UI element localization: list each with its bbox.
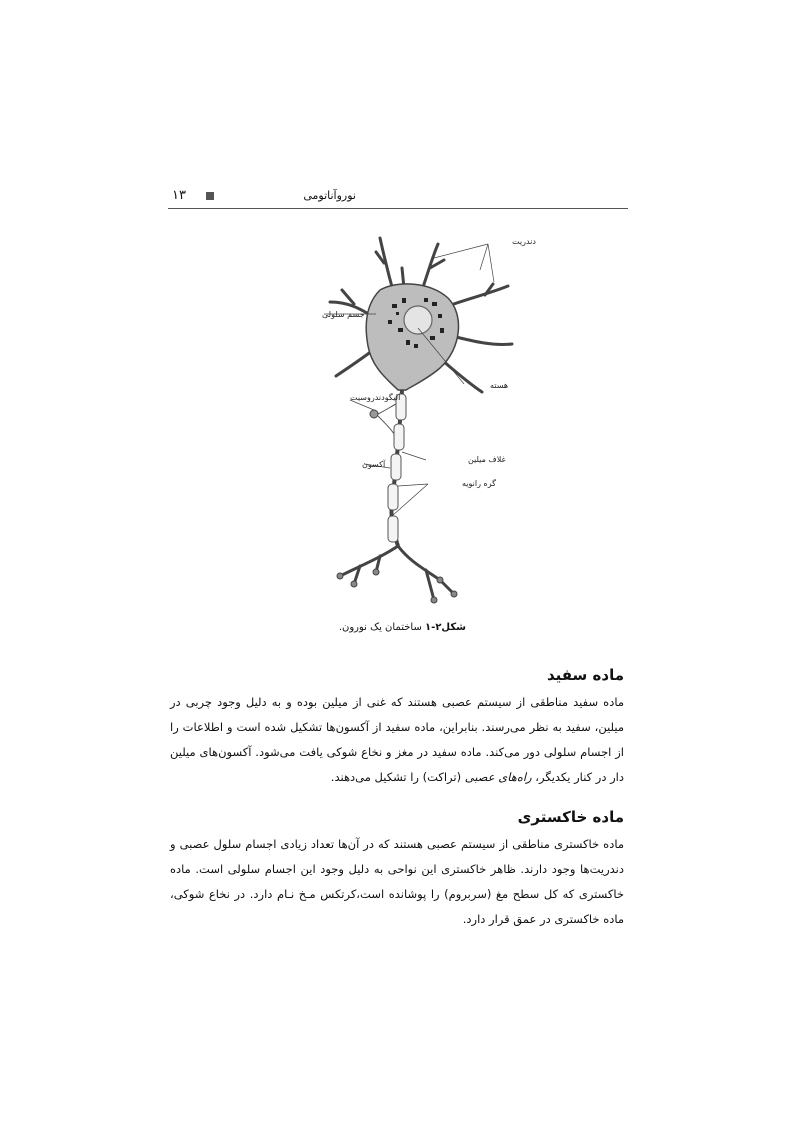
neuron-figure [280,228,536,613]
figure-caption [300,622,466,633]
header-square-icon [206,192,214,200]
cell-body [366,284,458,390]
terminal-buttons [337,569,457,603]
paragraph-white-matter [170,690,624,790]
label-node-of-ranvier: گره رانویه [462,479,496,488]
caption-text: ساختمان یک نورون. [338,622,422,633]
label-oligodendrocyte: الیگودندروسیت [350,393,401,402]
caption-number: شکل۲-۱ [425,622,466,633]
oligodendrocyte [370,404,396,434]
neuron-diagram [280,228,536,613]
label-dendrite: دندریت [512,237,536,246]
paragraph-text: ماده سفید مناطقی از سیستم عصبی هستند که غنی از میلین بوده و به دلیل وجود چربی در میلین، سفید به نظر می‌رسند. بنابراین، ماده سفید از آکسون‌ها تشکیل شده است و اطلاعات را از اجسام سلولی دور می‌کند. ماده سفید در مغز و نخاع شوکی یافت می‌شود. آکسون‌های میلین دار در کنار یکدیگر، [170,695,624,784]
nucleus [404,306,432,334]
page-number: ۱۳ [172,188,186,203]
section-heading-gray-matter: ماده خاکستری [517,808,624,826]
label-myelin-sheath: غلاف میلین [468,455,506,464]
axon-terminals [340,546,454,600]
paragraph-gray-matter: ماده خاکستری مناطقی از سیستم عصبی هستند که در آن‌ها تعداد زیادی اجسام سلول عصبی و دندریت‌ها وجود دارند. ظاهر خاکستری این نواحی به دلیل وجود این اجسام سلولی است. ماده خاکستری که کل سطح مغ (سربروم) را پوشانده است،کرتکس مـخ نـام دارد. در نخاع شوکی، ماده خاکستری در عمق قرار دارد. [170,837,624,926]
myelin-sheath [388,394,406,542]
section-heading-white-matter: ماده سفید [546,666,624,684]
emphasis-neural-tracts: راه‌های عصبی [464,770,532,784]
running-title: نوروآناتومی [303,189,356,202]
label-nucleus: هسته [490,381,509,390]
label-cell-body: جسم سلولی [322,310,365,319]
page-header [168,186,628,209]
paragraph-text-end: (تراکت) را تشکیل می‌دهند. [330,770,465,784]
label-axon: آکسون [362,460,386,469]
